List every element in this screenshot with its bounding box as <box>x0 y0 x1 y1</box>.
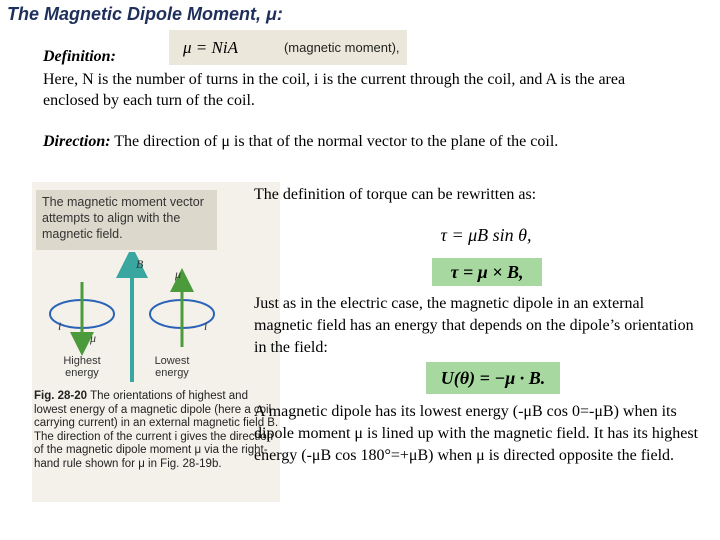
left-mu-label: μ <box>90 331 97 345</box>
b-field-label: B <box>136 257 144 271</box>
left-current-label: i <box>58 319 62 333</box>
definition-formula: μ = NiA <box>183 37 238 57</box>
definition-text: Here, N is the number of turns in the coil, i is the current through the coil, and A is the area enclosed by each turn of the coil. <box>43 71 626 109</box>
definition-formula-note: (magnetic moment), <box>283 40 400 55</box>
torque-intro: The definition of torque can be rewritten as: <box>254 186 537 203</box>
right-current-label: i <box>204 319 208 333</box>
torque-vector-eq: τ = μ × B, <box>432 258 542 286</box>
energy-summary: A magnetic dipole has its lowest energy (-μB cos 0=-μB) when its dipole moment μ is lined up with the magnetic field. It has its highest energy (-μB cos 180°=+μB) when μ is directed opposite the field. <box>254 403 699 464</box>
figure-callout: The magnetic moment vector attempts to align with the magnetic field. <box>36 190 217 250</box>
page-title: The Magnetic Dipole Moment, μ: <box>7 4 283 24</box>
lowest-energy-label: Lowest energy <box>154 355 190 379</box>
energy-eq: U(θ) = −μ · B. <box>426 362 560 394</box>
direction-label: Direction: <box>43 133 111 150</box>
definition-label: Definition: <box>43 48 116 65</box>
right-mu-label: μ <box>175 267 182 281</box>
figure-caption-id: Fig. 28-20 <box>34 390 88 402</box>
torque-scalar-eq: τ = μB sin θ, <box>432 220 540 250</box>
figure-caption-text: The orientations of highest and lowest energy of a magnetic dipole (here a coil carrying current) in an external magnetic field B. The direction of the current i gives the direction of the magnetic dipole moment μ via the right-hand rule shown for μ in Fig. 28-19b. <box>34 390 279 470</box>
figure-caption <box>34 390 280 472</box>
direction-text: The direction of μ is that of the normal vector to the plane of the coil. <box>114 133 559 150</box>
direction-line <box>43 133 558 151</box>
highest-energy-label: Highest energy <box>63 355 101 379</box>
definition-formula-box <box>169 30 407 65</box>
energy-intro: Just as in the electric case, the magnetic dipole in an external magnetic field has an energy that depends on the dipole’s orientation in the field: <box>254 295 694 356</box>
